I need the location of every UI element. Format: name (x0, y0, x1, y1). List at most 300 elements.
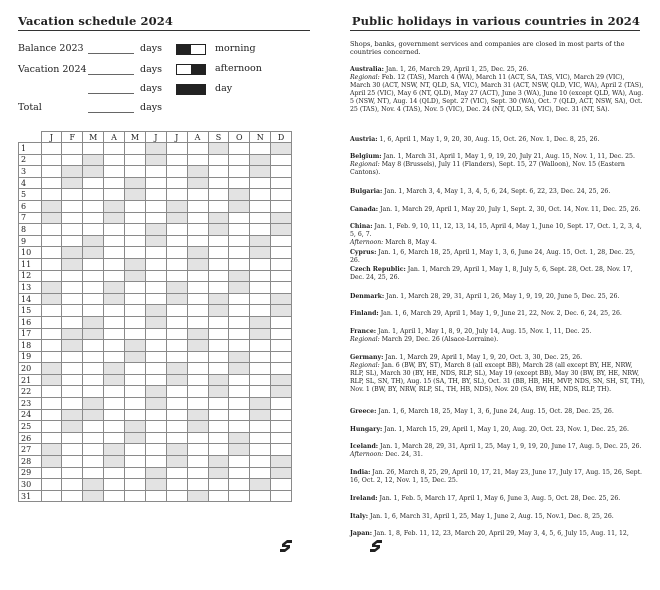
day-cell[interactable] (166, 328, 187, 340)
day-cell[interactable] (145, 200, 166, 212)
day-cell[interactable] (83, 340, 104, 352)
day-cell[interactable] (187, 328, 208, 340)
day-cell[interactable] (83, 293, 104, 305)
day-cell[interactable] (41, 421, 62, 433)
day-cell[interactable] (208, 154, 229, 166)
day-cell[interactable] (229, 258, 250, 270)
day-cell[interactable] (62, 258, 83, 270)
day-cell[interactable] (271, 200, 292, 212)
day-cell[interactable] (145, 282, 166, 294)
day-cell[interactable] (208, 224, 229, 236)
day-cell[interactable] (166, 247, 187, 259)
day-cell[interactable] (271, 340, 292, 352)
day-cell[interactable] (145, 444, 166, 456)
day-cell[interactable] (229, 177, 250, 189)
day-cell[interactable] (83, 154, 104, 166)
day-cell[interactable] (166, 409, 187, 421)
day-cell[interactable] (187, 456, 208, 468)
day-cell[interactable] (250, 282, 271, 294)
day-cell[interactable] (62, 363, 83, 375)
day-cell[interactable] (104, 247, 125, 259)
day-cell[interactable] (104, 444, 125, 456)
day-cell[interactable] (125, 409, 146, 421)
day-cell[interactable] (41, 386, 62, 398)
day-cell[interactable] (41, 177, 62, 189)
day-cell[interactable] (250, 258, 271, 270)
day-cell[interactable] (229, 374, 250, 386)
day-cell[interactable] (83, 224, 104, 236)
day-cell[interactable] (83, 467, 104, 479)
day-cell[interactable] (250, 235, 271, 247)
day-cell[interactable] (208, 212, 229, 224)
day-cell[interactable] (187, 200, 208, 212)
day-cell[interactable] (229, 409, 250, 421)
day-cell[interactable] (187, 432, 208, 444)
day-cell[interactable] (166, 351, 187, 363)
day-cell[interactable] (125, 316, 146, 328)
day-cell[interactable] (166, 386, 187, 398)
day-cell[interactable] (104, 258, 125, 270)
day-cell[interactable] (187, 444, 208, 456)
day-cell[interactable] (208, 363, 229, 375)
day-cell[interactable] (271, 166, 292, 178)
day-cell[interactable] (104, 467, 125, 479)
day-cell[interactable] (187, 235, 208, 247)
day-cell[interactable] (271, 444, 292, 456)
day-cell[interactable] (250, 212, 271, 224)
day-cell[interactable] (271, 409, 292, 421)
day-cell[interactable] (208, 177, 229, 189)
day-cell[interactable] (166, 421, 187, 433)
day-cell[interactable] (271, 328, 292, 340)
day-cell[interactable] (229, 340, 250, 352)
day-cell[interactable] (62, 305, 83, 317)
day-cell[interactable] (208, 316, 229, 328)
day-cell[interactable] (83, 363, 104, 375)
day-cell[interactable] (250, 421, 271, 433)
day-cell[interactable] (166, 224, 187, 236)
day-cell[interactable] (166, 177, 187, 189)
day-cell[interactable] (229, 293, 250, 305)
day-cell[interactable] (229, 490, 250, 502)
day-cell[interactable] (125, 200, 146, 212)
total-line[interactable] (88, 112, 134, 113)
day-cell[interactable] (187, 479, 208, 491)
day-cell[interactable] (187, 374, 208, 386)
day-cell[interactable] (208, 258, 229, 270)
day-cell[interactable] (187, 166, 208, 178)
day-cell[interactable] (166, 432, 187, 444)
day-cell[interactable] (271, 432, 292, 444)
day-cell[interactable] (125, 340, 146, 352)
day-cell[interactable] (271, 189, 292, 201)
day-cell[interactable] (83, 235, 104, 247)
day-cell[interactable] (41, 456, 62, 468)
day-cell[interactable] (83, 479, 104, 491)
day-cell[interactable] (166, 293, 187, 305)
day-cell[interactable] (271, 293, 292, 305)
day-cell[interactable] (145, 456, 166, 468)
day-cell[interactable] (250, 270, 271, 282)
day-cell[interactable] (125, 363, 146, 375)
day-cell[interactable] (166, 398, 187, 410)
day-cell[interactable] (62, 374, 83, 386)
day-cell[interactable] (187, 270, 208, 282)
day-cell[interactable] (41, 305, 62, 317)
day-cell[interactable] (62, 224, 83, 236)
day-cell[interactable] (271, 456, 292, 468)
day-cell[interactable] (229, 212, 250, 224)
day-cell[interactable] (145, 235, 166, 247)
day-cell[interactable] (229, 479, 250, 491)
day-cell[interactable] (41, 189, 62, 201)
day-cell[interactable] (145, 166, 166, 178)
day-cell[interactable] (145, 305, 166, 317)
day-cell[interactable] (166, 235, 187, 247)
day-cell[interactable] (271, 305, 292, 317)
day-cell[interactable] (208, 282, 229, 294)
day-cell[interactable] (250, 166, 271, 178)
day-cell[interactable] (229, 154, 250, 166)
day-cell[interactable] (250, 456, 271, 468)
day-cell[interactable] (145, 421, 166, 433)
day-cell[interactable] (250, 177, 271, 189)
day-cell[interactable] (271, 363, 292, 375)
day-cell[interactable] (125, 282, 146, 294)
day-cell[interactable] (271, 467, 292, 479)
day-cell[interactable] (208, 467, 229, 479)
day-cell[interactable] (166, 258, 187, 270)
day-cell[interactable] (83, 432, 104, 444)
day-cell[interactable] (187, 177, 208, 189)
day-cell[interactable] (104, 374, 125, 386)
day-cell[interactable] (250, 143, 271, 155)
day-cell[interactable] (229, 363, 250, 375)
day-cell[interactable] (250, 154, 271, 166)
day-cell[interactable] (104, 143, 125, 155)
day-cell[interactable] (41, 444, 62, 456)
day-cell[interactable] (187, 224, 208, 236)
day-cell[interactable] (187, 351, 208, 363)
day-cell[interactable] (229, 189, 250, 201)
day-cell[interactable] (229, 270, 250, 282)
day-cell[interactable] (187, 143, 208, 155)
day-cell[interactable] (166, 479, 187, 491)
day-cell[interactable] (166, 212, 187, 224)
day-cell[interactable] (41, 166, 62, 178)
day-cell[interactable] (208, 189, 229, 201)
day-cell[interactable] (125, 166, 146, 178)
day-cell[interactable] (62, 189, 83, 201)
day-cell[interactable] (271, 316, 292, 328)
subtotal-line[interactable] (88, 93, 134, 94)
day-cell[interactable] (41, 328, 62, 340)
day-cell[interactable] (166, 270, 187, 282)
day-cell[interactable] (271, 490, 292, 502)
day-cell[interactable] (62, 421, 83, 433)
day-cell[interactable] (208, 444, 229, 456)
day-cell[interactable] (166, 340, 187, 352)
day-cell[interactable] (166, 456, 187, 468)
day-cell[interactable] (62, 154, 83, 166)
day-cell[interactable] (83, 374, 104, 386)
day-cell[interactable] (83, 398, 104, 410)
day-cell[interactable] (229, 351, 250, 363)
day-cell[interactable] (271, 282, 292, 294)
day-cell[interactable] (62, 328, 83, 340)
day-cell[interactable] (125, 374, 146, 386)
day-cell[interactable] (271, 270, 292, 282)
day-cell[interactable] (41, 432, 62, 444)
day-cell[interactable] (125, 432, 146, 444)
day-cell[interactable] (187, 293, 208, 305)
day-cell[interactable] (83, 200, 104, 212)
day-cell[interactable] (250, 247, 271, 259)
day-cell[interactable] (271, 177, 292, 189)
day-cell[interactable] (145, 398, 166, 410)
day-cell[interactable] (187, 212, 208, 224)
day-cell[interactable] (41, 212, 62, 224)
day-cell[interactable] (145, 467, 166, 479)
day-cell[interactable] (208, 166, 229, 178)
day-cell[interactable] (250, 432, 271, 444)
day-cell[interactable] (41, 154, 62, 166)
day-cell[interactable] (83, 409, 104, 421)
day-cell[interactable] (250, 224, 271, 236)
day-cell[interactable] (271, 212, 292, 224)
day-cell[interactable] (250, 479, 271, 491)
day-cell[interactable] (41, 351, 62, 363)
day-cell[interactable] (83, 444, 104, 456)
day-cell[interactable] (271, 374, 292, 386)
day-cell[interactable] (250, 467, 271, 479)
day-cell[interactable] (229, 143, 250, 155)
day-cell[interactable] (229, 235, 250, 247)
day-cell[interactable] (41, 235, 62, 247)
day-cell[interactable] (145, 177, 166, 189)
day-cell[interactable] (104, 200, 125, 212)
day-cell[interactable] (104, 340, 125, 352)
day-cell[interactable] (83, 316, 104, 328)
day-cell[interactable] (271, 154, 292, 166)
day-cell[interactable] (250, 189, 271, 201)
day-cell[interactable] (62, 270, 83, 282)
day-cell[interactable] (62, 386, 83, 398)
day-cell[interactable] (187, 421, 208, 433)
day-cell[interactable] (83, 270, 104, 282)
day-cell[interactable] (250, 363, 271, 375)
day-cell[interactable] (145, 409, 166, 421)
day-cell[interactable] (187, 154, 208, 166)
day-cell[interactable] (145, 340, 166, 352)
day-cell[interactable] (271, 421, 292, 433)
day-cell[interactable] (125, 386, 146, 398)
day-cell[interactable] (104, 235, 125, 247)
day-cell[interactable] (229, 328, 250, 340)
day-cell[interactable] (104, 456, 125, 468)
day-cell[interactable] (208, 328, 229, 340)
day-cell[interactable] (271, 143, 292, 155)
day-cell[interactable] (62, 432, 83, 444)
day-cell[interactable] (250, 409, 271, 421)
day-cell[interactable] (166, 143, 187, 155)
day-cell[interactable] (166, 282, 187, 294)
day-cell[interactable] (187, 305, 208, 317)
day-cell[interactable] (145, 247, 166, 259)
day-cell[interactable] (83, 143, 104, 155)
day-cell[interactable] (208, 351, 229, 363)
day-cell[interactable] (271, 351, 292, 363)
day-cell[interactable] (125, 143, 146, 155)
day-cell[interactable] (229, 421, 250, 433)
day-cell[interactable] (83, 456, 104, 468)
vacation-line[interactable] (88, 74, 134, 75)
day-cell[interactable] (62, 282, 83, 294)
day-cell[interactable] (208, 398, 229, 410)
day-cell[interactable] (104, 293, 125, 305)
day-cell[interactable] (83, 351, 104, 363)
day-cell[interactable] (104, 351, 125, 363)
day-cell[interactable] (41, 398, 62, 410)
day-cell[interactable] (41, 490, 62, 502)
day-cell[interactable] (166, 467, 187, 479)
day-cell[interactable] (83, 166, 104, 178)
day-cell[interactable] (83, 490, 104, 502)
day-cell[interactable] (187, 398, 208, 410)
day-cell[interactable] (104, 363, 125, 375)
day-cell[interactable] (208, 374, 229, 386)
day-cell[interactable] (229, 166, 250, 178)
day-cell[interactable] (62, 444, 83, 456)
day-cell[interactable] (62, 166, 83, 178)
day-cell[interactable] (41, 282, 62, 294)
day-cell[interactable] (104, 154, 125, 166)
day-cell[interactable] (104, 421, 125, 433)
day-cell[interactable] (145, 189, 166, 201)
day-cell[interactable] (166, 444, 187, 456)
day-cell[interactable] (208, 235, 229, 247)
day-cell[interactable] (250, 340, 271, 352)
day-cell[interactable] (41, 363, 62, 375)
day-cell[interactable] (145, 363, 166, 375)
day-cell[interactable] (62, 200, 83, 212)
day-cell[interactable] (41, 409, 62, 421)
day-cell[interactable] (83, 189, 104, 201)
day-cell[interactable] (62, 398, 83, 410)
day-cell[interactable] (208, 432, 229, 444)
balance-line[interactable] (88, 53, 134, 54)
day-cell[interactable] (125, 189, 146, 201)
day-cell[interactable] (271, 247, 292, 259)
day-cell[interactable] (229, 224, 250, 236)
day-cell[interactable] (41, 258, 62, 270)
day-cell[interactable] (229, 386, 250, 398)
day-cell[interactable] (83, 247, 104, 259)
day-cell[interactable] (62, 340, 83, 352)
day-cell[interactable] (271, 258, 292, 270)
day-cell[interactable] (62, 467, 83, 479)
day-cell[interactable] (145, 143, 166, 155)
day-cell[interactable] (229, 305, 250, 317)
day-cell[interactable] (62, 212, 83, 224)
day-cell[interactable] (208, 305, 229, 317)
day-cell[interactable] (125, 212, 146, 224)
day-cell[interactable] (166, 200, 187, 212)
day-cell[interactable] (187, 189, 208, 201)
day-cell[interactable] (250, 374, 271, 386)
day-cell[interactable] (208, 270, 229, 282)
day-cell[interactable] (208, 421, 229, 433)
day-cell[interactable] (166, 374, 187, 386)
day-cell[interactable] (229, 467, 250, 479)
day-cell[interactable] (83, 421, 104, 433)
day-cell[interactable] (166, 154, 187, 166)
day-cell[interactable] (83, 305, 104, 317)
day-cell[interactable] (62, 177, 83, 189)
day-cell[interactable] (208, 247, 229, 259)
day-cell[interactable] (62, 456, 83, 468)
day-cell[interactable] (166, 316, 187, 328)
day-cell[interactable] (62, 316, 83, 328)
day-cell[interactable] (104, 316, 125, 328)
day-cell[interactable] (145, 270, 166, 282)
day-cell[interactable] (83, 328, 104, 340)
day-cell[interactable] (62, 235, 83, 247)
day-cell[interactable] (187, 386, 208, 398)
day-cell[interactable] (125, 351, 146, 363)
day-cell[interactable] (41, 340, 62, 352)
day-cell[interactable] (41, 247, 62, 259)
day-cell[interactable] (271, 479, 292, 491)
day-cell[interactable] (187, 340, 208, 352)
day-cell[interactable] (104, 386, 125, 398)
day-cell[interactable] (125, 177, 146, 189)
day-cell[interactable] (41, 200, 62, 212)
day-cell[interactable] (125, 258, 146, 270)
day-cell[interactable] (208, 479, 229, 491)
day-cell[interactable] (125, 456, 146, 468)
day-cell[interactable] (229, 432, 250, 444)
day-cell[interactable] (250, 444, 271, 456)
day-cell[interactable] (208, 456, 229, 468)
day-cell[interactable] (145, 258, 166, 270)
day-cell[interactable] (125, 293, 146, 305)
day-cell[interactable] (83, 177, 104, 189)
day-cell[interactable] (41, 467, 62, 479)
day-cell[interactable] (104, 177, 125, 189)
day-cell[interactable] (250, 316, 271, 328)
day-cell[interactable] (125, 398, 146, 410)
day-cell[interactable] (104, 409, 125, 421)
day-cell[interactable] (104, 166, 125, 178)
day-cell[interactable] (104, 398, 125, 410)
day-cell[interactable] (166, 189, 187, 201)
day-cell[interactable] (62, 351, 83, 363)
day-cell[interactable] (145, 293, 166, 305)
day-cell[interactable] (145, 386, 166, 398)
day-cell[interactable] (229, 200, 250, 212)
day-cell[interactable] (125, 305, 146, 317)
day-cell[interactable] (104, 212, 125, 224)
day-cell[interactable] (208, 386, 229, 398)
day-cell[interactable] (271, 235, 292, 247)
day-cell[interactable] (125, 235, 146, 247)
day-cell[interactable] (208, 293, 229, 305)
day-cell[interactable] (166, 305, 187, 317)
day-cell[interactable] (250, 398, 271, 410)
day-cell[interactable] (166, 490, 187, 502)
day-cell[interactable] (83, 212, 104, 224)
